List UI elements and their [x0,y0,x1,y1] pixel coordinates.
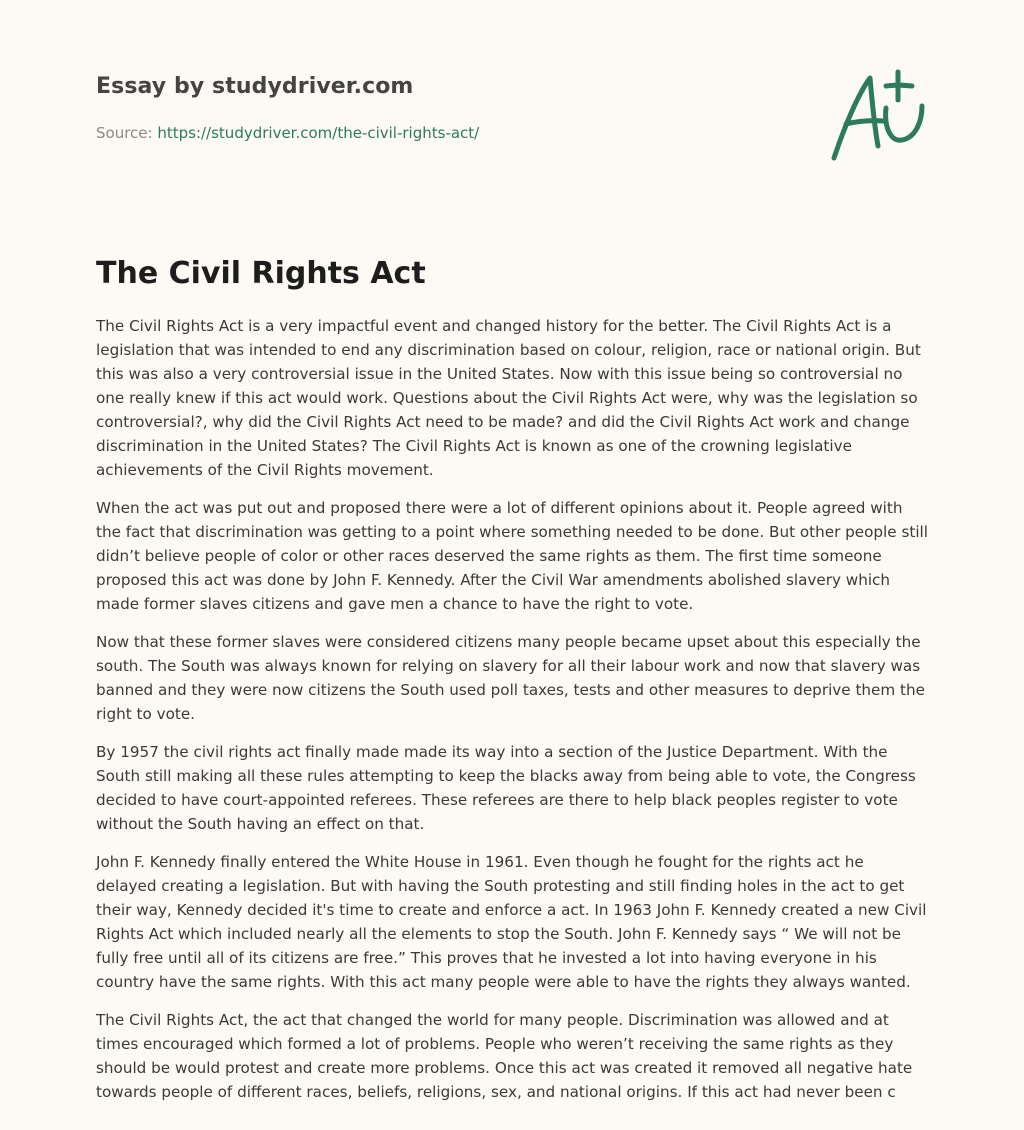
essay-paragraph: The Civil Rights Act, the act that changed the world for many people. Discrimination was allowed and at times encouraged which formed a lot of problems. People who weren’t receiving the same rights as they should be would protest and create more problems. Once this act was created it removed all negative hate towards people of different races, beliefs, religions, sex, and national origins. If this act had never been c [96,1011,913,1101]
essay-paragraph: By 1957 the civil rights act finally made made its way into a section of the Justice Department. With the South still making all these rules attempting to keep the blacks away from being able to vote, the Congress decided to have court-appointed referees. These referees are there to help black peoples register to vote without the South having an effect on that. [96,743,916,833]
essay-paragraph: The Civil Rights Act is a very impactful event and changed history for the better. The Civil Rights Act is a legislation that was intended to end any discrimination based on colour, religion, race or national origin. But this was also a very controversial issue in the United States. Now with this issue being so controversial no one really knew if this act would work. Questions about the Civil Rights Act were, why was the legislation so controversial?, why did the Civil Rights Act need to be made? and did the Civil Rights Act work and change discrimination in the United States? The Civil Rights Act is known as one of the crowning legislative achievements of the Civil Rights movement. [96,317,921,479]
essay-body [96,314,928,1104]
header [96,0,928,200]
brand-title: Essay by studydriver.com [96,74,414,99]
source-label: Source: [96,124,158,142]
essay-paragraph: When the act was put out and proposed there were a lot of different opinions about it. People agreed with the fact that discrimination was getting to a point where something needed to be done. But other people still didn’t believe people of color or other races deserved the same rights as them. The first time someone proposed this act was done by John F. Kennedy. After the Civil War amendments abolished slavery which made former slaves citizens and gave men a chance to have the right to vote. [96,499,928,613]
source-link[interactable]: https://studydriver.com/the-civil-rights-act/ [157,124,480,142]
a-plus-logo-icon [826,66,930,164]
source-line [96,124,479,142]
essay-title: The Civil Rights Act [96,256,426,291]
essay-paragraph: Now that these former slaves were considered citizens many people became upset about this especially the south. The South was always known for relying on slavery for all their labour work and now that slavery was banned and they were now citizens the South used poll taxes, tests and other measures to deprive them the right to vote. [96,633,925,723]
essay-paragraph: John F. Kennedy finally entered the White House in 1961. Even though he fought for the rights act he delayed creating a legislation. But with having the South protesting and still finding holes in the act to get their way, Kennedy decided it's time to create and enforce a act. In 1963 John F. Kennedy created a new Civil Rights Act which included nearly all the elements to stop the South. John F. Kennedy says “ We will not be fully free until all of its citizens are free.” This proves that he invested a lot into having everyone in his country have the same rights. With this act many people were able to have the rights they always wanted. [96,853,927,991]
